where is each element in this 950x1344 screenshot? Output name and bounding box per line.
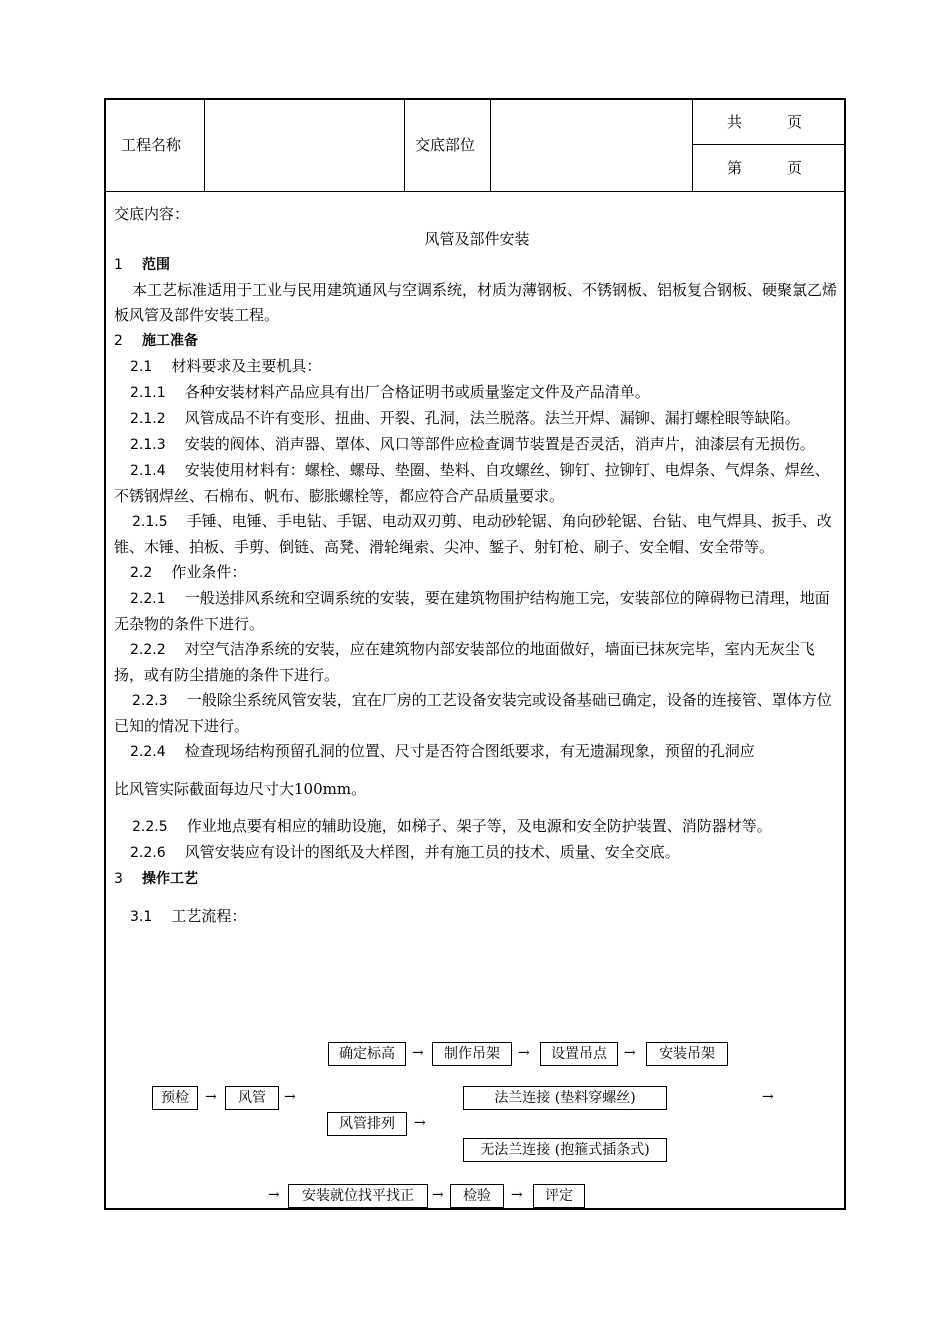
header-divider-1 — [204, 98, 205, 191]
section-2-2-3-text: 一般除尘系统风管安装，宜在厂房的工艺设备安装完或设备基础已确定，设备的连接管、罩体方位已知的情况下进行。 — [114, 691, 832, 735]
section-2-2-number: 2.2 — [130, 565, 153, 581]
section-2-2-4 — [114, 739, 840, 765]
section-2-2-1-text: 一般送排风系统和空调系统的安装，要在建筑物围护结构施工完，安装部位的障碍物已清理，地面无杂物的条件下进行。 — [114, 589, 830, 633]
flow-arrow: → — [412, 1045, 424, 1061]
section-2-2-5-number: 2.2.5 — [132, 819, 168, 835]
section-1-heading — [114, 252, 840, 278]
section-2-1-2 — [114, 406, 840, 432]
section-2-1-number: 2.1 — [130, 359, 153, 375]
section-2-1-2-number: 2.1.2 — [130, 411, 166, 427]
flow-box-rating: 评定 — [533, 1184, 585, 1208]
section-2-1 — [114, 354, 840, 380]
flow-box-install-hanger: 安装吊架 — [646, 1042, 728, 1066]
flow-arrow: → — [432, 1187, 444, 1203]
section-2-2-3 — [114, 688, 840, 739]
flow-arrow: → — [268, 1187, 280, 1203]
section-2-number: 2 — [114, 333, 123, 349]
flow-arrow: → — [205, 1089, 217, 1105]
section-2-1-3-number: 2.1.3 — [130, 437, 166, 453]
section-2-2-5 — [114, 814, 840, 840]
section-2-2-4-number: 2.2.4 — [130, 744, 166, 760]
section-2-1-3-text: 安装的阀体、消声器、罩体、风口等部件应检查调节装置是否灵活，消声片，油漆层有无损伤。 — [184, 435, 815, 453]
flow-box-precheck: 预检 — [152, 1086, 198, 1110]
header-divider-3 — [490, 98, 491, 191]
section-2-1-1-text: 各种安装材料产品应具有出厂合格证明书或质量鉴定文件及产品清单。 — [184, 383, 650, 401]
flow-arrow: → — [624, 1045, 636, 1061]
section-2-1-text: 材料要求及主要机具： — [171, 357, 322, 375]
flow-arrow: → — [762, 1089, 774, 1105]
section-2-1-2-text: 风管成品不许有变形、扭曲、开裂、孔洞，法兰脱落。法兰开焊、漏铆、漏打螺栓眼等缺陷。 — [184, 409, 800, 427]
section-3-title: 操作工艺 — [142, 871, 198, 887]
section-1-text: 本工艺标准适用于工业与民用建筑通风与空调系统，材质为薄钢板、不锈钢板、铝板复合钢板、硬聚氯乙烯板风管及部件安装工程。 — [114, 281, 838, 324]
section-2-2-1-number: 2.2.1 — [130, 591, 166, 607]
flow-box-flange-connection: 法兰连接 (垫料穿螺丝) — [463, 1086, 667, 1110]
section-2-2-6-number: 2.2.6 — [130, 845, 166, 861]
location-label: 交底部位 — [415, 136, 476, 154]
header-divider-2 — [404, 98, 405, 191]
section-2-1-4 — [114, 458, 840, 509]
flow-arrow: → — [518, 1045, 530, 1061]
section-2-2-1 — [114, 586, 840, 637]
section-1-number: 1 — [114, 257, 123, 273]
section-2-2-6 — [114, 840, 840, 866]
flow-box-set-hang-point: 设置吊点 — [540, 1042, 618, 1066]
section-2-1-4-text: 安装使用材料有：螺栓、螺母、垫圈、垫料、自攻螺丝、铆钉、拉铆钉、电焊条、气焊条、焊丝、不锈钢焊丝、石棉布、帆布、膨胀螺栓等，都应符合产品质量要求。 — [114, 461, 830, 505]
flow-box-make-hanger: 制作吊架 — [432, 1042, 512, 1066]
flow-box-install-level: 安装就位找平找正 — [288, 1184, 428, 1208]
section-2-2-6-text: 风管安装应有设计的图纸及大样图，并有施工员的技术、质量、安全交底。 — [184, 843, 680, 861]
disclosure-content — [114, 202, 840, 930]
flow-arrow: → — [511, 1187, 523, 1203]
section-2-1-5 — [114, 509, 840, 560]
section-2-1-1 — [114, 380, 840, 406]
section-3-number: 3 — [114, 871, 123, 887]
flow-box-duct: 风管 — [225, 1086, 279, 1110]
flow-arrow: → — [284, 1089, 296, 1105]
project-name-label: 工程名称 — [121, 136, 182, 154]
section-2-2-3-number: 2.2.3 — [132, 693, 168, 709]
page-cell-divider — [692, 144, 846, 145]
section-2-2-text: 作业条件： — [171, 563, 247, 581]
section-2-heading — [114, 328, 840, 354]
flow-arrow: → — [414, 1115, 426, 1131]
header-bottom-line — [104, 191, 846, 192]
section-2-2-2 — [114, 637, 840, 688]
document-title: 风管及部件安装 — [424, 230, 530, 248]
section-2-1-5-number: 2.1.5 — [132, 514, 168, 530]
section-2-1-4-number: 2.1.4 — [130, 463, 166, 479]
flow-box-flangeless-connection: 无法兰连接 (抱箍式插条式) — [463, 1138, 667, 1162]
section-2-1-3 — [114, 432, 840, 458]
section-2-2-2-number: 2.2.2 — [130, 642, 166, 658]
section-3-1-text: 工艺流程： — [171, 907, 247, 925]
section-2-2-4-text-a: 检查现场结构预留孔洞的位置、尺寸是否符合图纸要求，有无遗漏现象，预留的孔洞应 — [184, 742, 755, 760]
flow-box-determine-height: 确定标高 — [328, 1042, 406, 1066]
section-2-2-2-text: 对空气洁净系统的安装，应在建筑物内部安装部位的地面做好，墙面已抹灰完毕，室内无灰尘飞扬，或有防尘措施的条件下进行。 — [114, 640, 815, 684]
content-intro: 交底内容： — [114, 205, 190, 223]
section-1-title: 范围 — [142, 257, 170, 273]
section-2-1-5-text: 手锤、电锤、手电钻、手锯、电动双刃剪、电动砂轮锯、角向砂轮锯、台钻、电气焊具、扳手、改锥、木锤、拍板、手剪、倒链、高凳、滑轮绳索、尖冲、錾子、射钉枪、刷子、安全帽、安全带等。 — [114, 512, 832, 556]
section-3-1-number: 3.1 — [130, 909, 153, 925]
flow-box-inspection: 检验 — [450, 1184, 504, 1208]
flow-box-duct-arrange: 风管排列 — [327, 1112, 407, 1136]
section-2-2-5-text: 作业地点要有相应的辅助设施，如梯子、架子等，及电源和安全防护装置、消防器材等。 — [186, 817, 772, 835]
section-3-heading — [114, 866, 840, 892]
total-pages: 共 页 — [727, 113, 803, 131]
page-number: 第 页 — [727, 159, 803, 177]
section-2-title: 施工准备 — [142, 333, 198, 349]
section-3-1 — [114, 904, 840, 930]
section-2-2 — [114, 560, 840, 586]
section-2-2-4-text-b: 比风管实际截面每边尺寸大100mm。 — [114, 780, 367, 798]
section-2-1-1-number: 2.1.1 — [130, 385, 166, 401]
